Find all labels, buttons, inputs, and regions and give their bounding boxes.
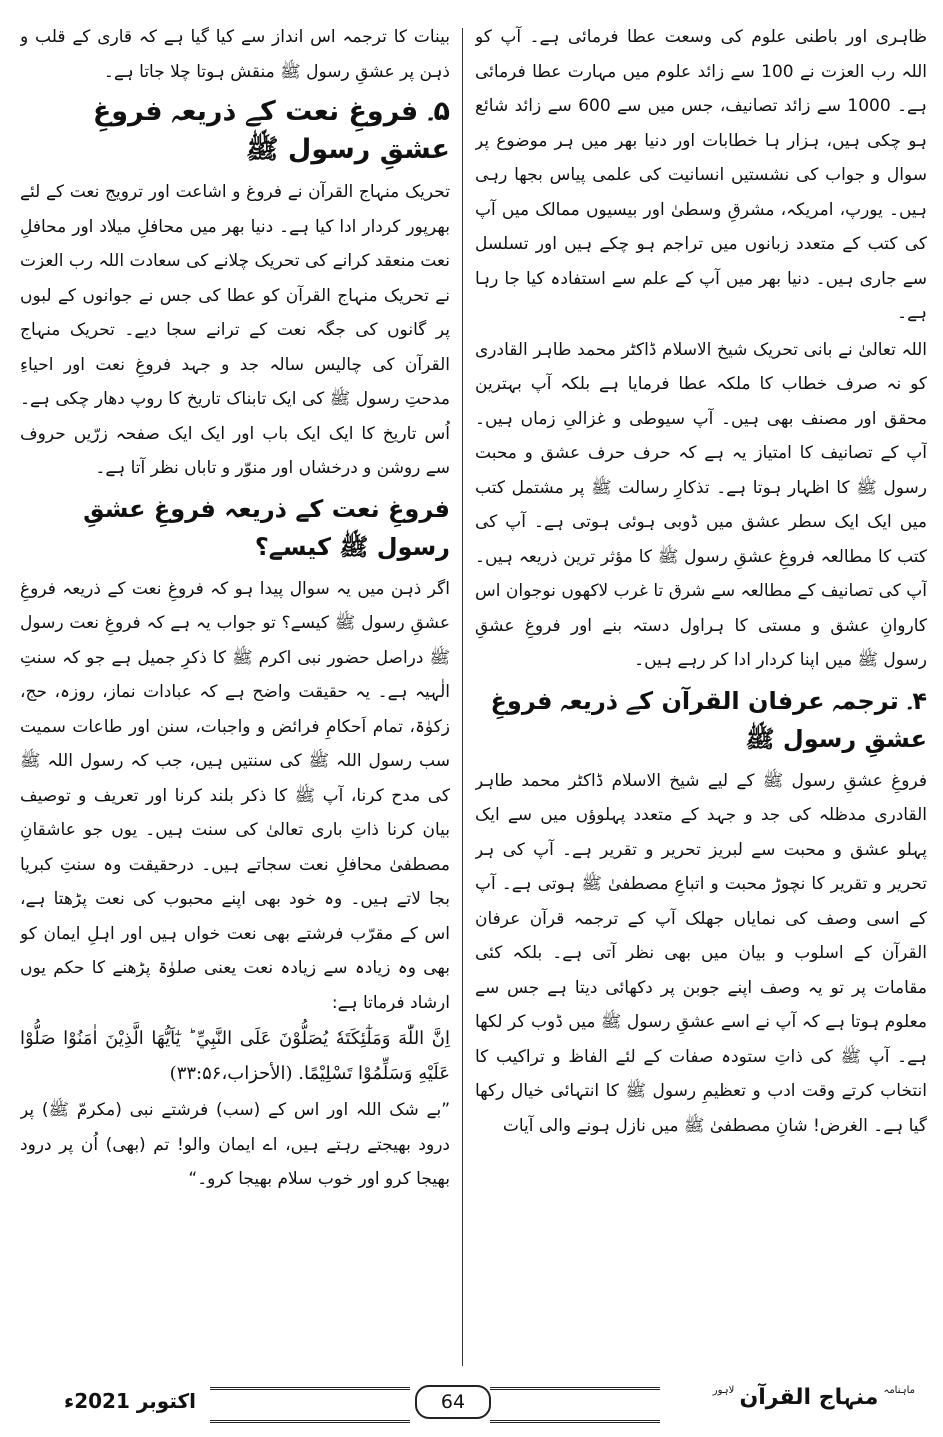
page-footer	[20, 1385, 925, 1421]
magazine-name: منہاج القرآن	[739, 1385, 879, 1410]
magazine-masthead	[665, 1385, 915, 1421]
quran-verse: اِنَّ اللّٰهَ وَمَلٰٓئِكَتَهٗ يُصَلُّوْنَ عَلَى النَّبِيِّ ؕ يٰٓاَيُّهَا الَّذِيْنَ اٰمَنُوْا صَلُّوْا عَلَيْهِ وَسَلِّمُوْا تَسْلِيْمًا. (الأحزاب،۳۳:۵۶)	[20, 1028, 450, 1084]
page-number: 64	[415, 1385, 491, 1419]
left-paragraph-1: بینات کا ترجمہ اس انداز سے کیا گیا ہے کہ قاری کے قلب و ذہن پر عشقِ رسول ﷺ منقش ہوتا چلا جاتا ہے۔	[20, 27, 450, 82]
section-heading-5: ۵۔ فروغِ نعت کے ذریعہ فروغِ عشقِ رسول ﷺ	[92, 96, 450, 165]
left-paragraph-2: تحریک منہاج القرآن نے فروغ و اشاعت اور ترویج نعت کے لئے بھرپور کردار ادا کیا ہے۔ دنیا بھر میں محافلِ میلاد اور محافلِ نعت منعقد کرانے کی تحریک چلانے کی سعادت اللہ رب العزت نے تحریک منہاج القرآن کو عطا کی جس نے جوانوں کے لبوں پر گانوں کی جگہ نعت کے ترانے سجا دیے۔ تحریک منہاج القرآن کی چالیس سالہ جد و جہد فروغِ نعت اور احیاءِ مدحتِ رسول ﷺ کی ایک تابناک تاریخ کا روپ دھار چکی ہے۔ اُس تاریخ کا ایک ایک باب اور ایک ایک صفحہ زرّیں حروف سے روشن و درخشاں اور منوّر و تاباں نظر آتا ہے۔	[20, 182, 450, 478]
right-column	[475, 20, 927, 1380]
verse-translation: ”بے شک اللہ اور اس کے (سب) فرشتے نبی (مکرمّ ﷺ) پر درود بھیجتے رہتے ہیں، اے ایمان والو! تم (بھی) اُن پر درود بھیجا کرو اور خوب سلام بھیجا کرو۔“	[20, 1100, 450, 1189]
issue-date: اکتوبر 2021ء	[63, 1389, 196, 1413]
footer-rule-right	[490, 1387, 660, 1423]
left-paragraph-3: اگر ذہن میں یہ سوال پیدا ہو کہ فروغِ نعت کے ذریعہ فروغِ عشقِ رسول ﷺ کیسے؟ تو جواب یہ ہے کہ فروغِ نعت رسول ﷺ دراصل حضور نبی اکرم ﷺ کا ذکرِ جمیل ہے جو کہ سنتِ الٰہیہ ہے۔ یہ حقیقت واضح ہے کہ عبادات نماز، روزہ، حج، زکوٰۃ، تمام اَحکامِ فرائض و واجبات، سنن اور طاعات سمیت سب رسول اللہ ﷺ کی سنتیں ہیں، جب کہ رسول اللہ ﷺ کی مدح کرنا، آپ ﷺ کا ذکر بلند کرنا اور تعریف و توصیف بیان کرنا ذاتِ باری تعالیٰ کی سنت ہیں۔ یوں جو عاشقانِ مصطفیٰ محافلِ نعت سجاتے ہیں۔ درحقیقت وہ سنتِ کبریا بجا لاتے ہیں۔ وہ خود بھی اپنے محبوب کی نعت پڑھتا ہے، اس کے مقرّب فرشتے بھی نعت خواں ہیں اور اہلِ ایمان کو بھی وہ زیادہ سے زیادہ نعت یعنی صلوٰۃ پڑھنے کا حکم یوں ارشاد فرماتا ہے:	[20, 578, 450, 1013]
right-paragraph-1: ظاہری اور باطنی علوم کی وسعت عطا فرمائی ہے۔ آپ کو اللہ رب العزت نے 100 سے زائد علوم میں مہارت عطا فرمائی ہے۔ 1000 سے زائد تصانیف، جس میں سے 600 سے زائد شائع ہو چکی ہیں، ہزار ہا خطابات اور دنیا بھر میں ہر موضوع پر سوال و جواب کی نشستیں انسانیت کی علمی پیاس بجھا رہی ہیں۔ یورپ، امریکہ، مشرقِ وسطیٰ اور بیسیوں ممالک میں آپ کی کتب کے متعدد زبانوں میں تراجم ہو چکے ہیں اور تسلسل سے جاری ہیں۔ دنیا بھر میں آپ کے علم سے استفادہ کیا جا رہا ہے۔	[475, 27, 927, 323]
magazine-prefix: ماہنامہ	[883, 1385, 915, 1396]
right-paragraph-2: اللہ تعالیٰ نے بانی تحریک شیخ الاسلام ڈاکٹر محمد طاہر القادری کو نہ صرف خطاب کا ملکہ عطا فرمایا ہے بلکہ آپ بہترین محقق اور مصنف بھی ہیں۔ آپ سیوطی و غزالیِ زماں ہیں۔ آپ کے تصانیف کا امتیاز یہ ہے کہ حرف حرف عشق و محبت رسول ﷺ کا اظہار ہوتا ہے۔ تذکارِ رسالت ﷺ پر مشتمل کتب میں ایک ایک سطر عشق میں ڈوبی ہوئی ہوتی ہے۔ آپ کی کتب کا مطالعہ فروغِ عشقِ رسول ﷺ کا مؤثر ترین ذریعہ ہیں۔ آپ کی تصانیف کے مطالعہ سے شرق تا غرب لاکھوں نوجوان اس کاروانِ عشق و مستی کا ہراول دستہ بنے اور فروغِ عشقِ رسول ﷺ میں اپنا کردار ادا کر رہے ہیں۔	[475, 339, 927, 670]
footer-rule-left	[210, 1387, 410, 1423]
left-column	[20, 20, 450, 1380]
magazine-city: لاہور	[712, 1385, 735, 1396]
section-heading-4: ۴۔ ترجمہ عرفان القرآن کے ذریعہ فروغِ عشقِ رسول ﷺ	[490, 686, 927, 753]
right-paragraph-3: فروغِ عشقِ رسول ﷺ کے لیے شیخ الاسلام ڈاکٹر محمد طاہر القادری مدظلہ کی جد و جہد کے متعدد پہلوؤں میں سے ایک پہلو عشق و محبت سے لبریز تحریر و تقریر ہے۔ آپ کی ہر تحریر و تقریر کا نچوڑ محبت و اتباعِ مصطفیٰ ﷺ ہوتی ہے۔ آپ کے اسی وصف کی نمایاں جھلک آپ کے ترجمہ قرآن عرفان القرآن کے اسلوب و بیان میں بھی نظر آتی ہے۔ بلکہ کئی مقامات پر تو یہ وصف اپنے جوبن پر دکھائی دیتا ہے جس سے معلوم ہوتا ہے کہ آپ نے اسے عشقِ رسول ﷺ میں ڈوب کر لکھا ہے۔ آپ ﷺ کی ذاتِ ستودہ صفات کے لئے الفاظ و تراکیب کا انتخاب کرتے وقت ادب و تعظیمِ رسول ﷺ کا انتہائی خیال رکھا گیا ہے۔ الغرض! شانِ مصطفیٰ ﷺ میں نازل ہونے والی آیات	[475, 770, 927, 1136]
column-divider	[462, 28, 463, 1366]
question-heading: فروغِ نعت کے ذریعہ فروغِ عشقِ رسول ﷺ کیسے؟	[83, 494, 450, 561]
